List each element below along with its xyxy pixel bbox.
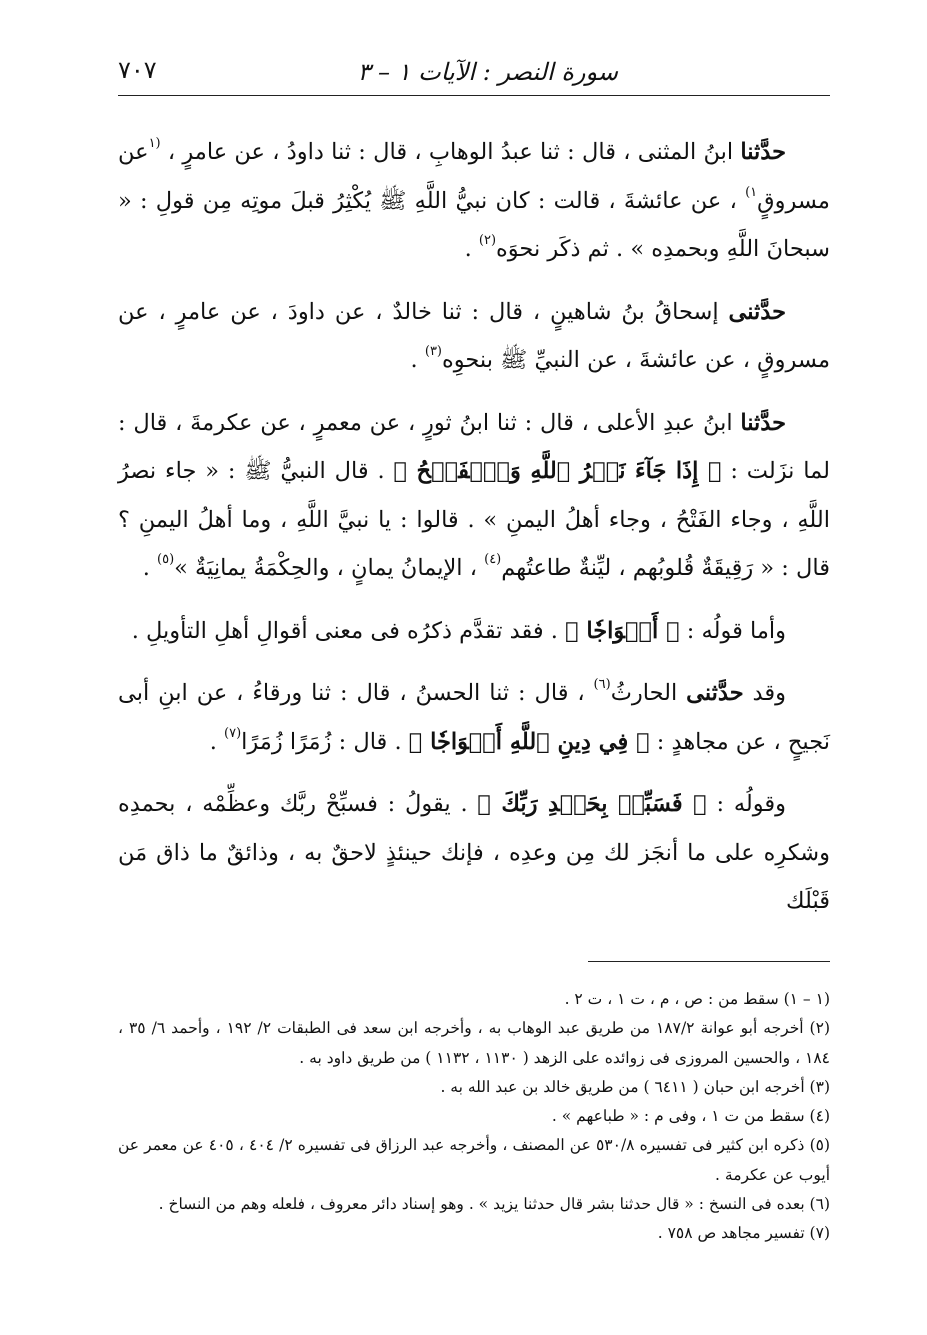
footnote-divider [588, 961, 830, 962]
footnote-ref-3: (٣) [424, 344, 442, 359]
paragraph-text: . يقولُ : فسبِّحْ ربَّك وعظِّمْه ، بحمدِه وشكرِه على ما أنجَز لك مِن وعدِه ، فإنك حينئذٍ لاحقٌ به ، وذائقٌ ما ذاق مَن قَبْلَك [118, 791, 830, 914]
footnote-6: (٦) بعده فى النسخ : « قال حدثنا بشر قال حدثنا يزيد » . وهو إسناد دائر معروف ، فلعله وهم من النساخ . [158, 1195, 830, 1214]
footnote-ref-7: (٧) [224, 725, 242, 741]
footnote-ref-4: (٤) [484, 552, 502, 567]
paragraph-text: . [209, 728, 224, 755]
footnote-ref-1-open: (١ [148, 136, 161, 151]
narration-keyword: حدَّثنا [740, 139, 786, 165]
narration-keyword: حدَّثنى [686, 680, 744, 706]
paragraph-text: ابنُ المثنى ، قال : ثنا عبدُ الوهابِ ، قال : ثنا داودُ ، عن عامرٍ ، [160, 139, 741, 165]
paragraph-text: . قال : زُمَرًا زُمَرًا [241, 728, 409, 755]
paragraph-text: إسحاقُ بنُ شاهينٍ ، قال : ثنا خالدٌ ، عن داودَ ، عن عامرٍ ، عن مسروقٍ ، عن عائشةَ ، عن النبيِّ ﷺ بنحوِه [118, 298, 830, 373]
quran-verse: ﴿ فَسَبِّحۡ بِحَمۡدِ رَبِّكَ ﴾ [477, 791, 707, 817]
paragraph-text: . فقد تقدَّم ذكرُه فى معنى أقوالِ أهلِ التأويلِ . [131, 617, 566, 644]
footnote-7: (٧) تفسير مجاهد ص ٧٥٨ . [657, 1224, 830, 1243]
paragraph-text: . [464, 236, 479, 262]
paragraph-text: . [142, 555, 157, 581]
footnote-4: (٤) سقط من ت ١ ، وفى م : « طباعهم » . [551, 1107, 830, 1126]
narration-keyword: حدَّثنا [740, 409, 786, 436]
paragraph-text: ، عن عائشةَ ، قالت : كان نبيُّ اللَّهِ ﷺ يُكْثِرُ قبلَ موتِه مِن قولِ : « سبحانَ اللَّهِ وبحمدِه » . ثم ذكَر نحوَه [118, 187, 830, 262]
paragraph-text: ، الإيمانُ يمانٍ ، والحِكْمَةُ يمانِيَةٌ » [174, 555, 485, 581]
running-title: سورة النصر : الآيات ١ – ٣ [357, 58, 618, 86]
footnote-5: (٥) ذكره ابن كثير فى تفسيره ٥٣٠/٨ عن المصنف ، وأخرجه عبد الرزاق فى تفسيره ٢/ ٤٠٤ ، ٤٠٥ عن معمر عن أيوب عن عكرمة . [118, 1136, 831, 1184]
footnote-ref-5: (٥) [157, 552, 175, 567]
paragraph-text: عن مسروقٍ [118, 139, 830, 214]
footnotes [118, 985, 830, 1249]
paragraph-2 [118, 288, 830, 385]
paragraph-text: . قال النبيُّ ﷺ : « جاء نصرُ اللَّهِ ، وجاء الفَتْحُ ، وجاء أهلُ اليمنِ » . قالوا : يا نبيَّ اللَّهِ ، وما أهلُ اليمنِ ؟ قال : « رَقِيقَةٌ قُلوبُهم ، ليِّنةٌ طاعتُهم [118, 458, 830, 581]
paragraph-text: وأما قولُه : [679, 617, 786, 644]
paragraph-4 [118, 607, 830, 656]
paragraph-3 [118, 399, 830, 593]
paragraph-5 [118, 669, 830, 766]
footnote-ref-1-close: ١) [745, 184, 758, 200]
paragraph-text: ابنُ عبدِ الأعلى ، قال : ثنا ابنُ ثورٍ ، عن معمرٍ ، عن عكرمةَ ، قال : لما نزَلت : [118, 409, 830, 484]
quran-verse: ﴿ فِي دِينِ ٱللَّهِ أَفۡوَاجٗا ﴾ [408, 728, 650, 755]
footnote-ref-6: (٦) [593, 677, 611, 692]
narration-keyword: حدَّثنى [728, 298, 786, 325]
paragraph-text: ، قال : ثنا الحسنُ ، قال : ثنا ورقاءُ ، عن ابنِ أبى نَجيحٍ ، عن مجاهدٍ : [118, 680, 830, 755]
paragraph-text: وقد [743, 680, 786, 706]
footnote-2: (٢) أخرجه أبو عوانة ١٨٧/٢ من طريق عبد الوهاب به ، وأخرجه ابن سعد فى الطبقات ٢/ ١٩٢ ، وأحمد ٦/ ٣٥ ، ١٨٤ ، والحسين المروزى فى زوائده على الزهد ( ١١٣٠ ، ١١٣٢ ) من طريق داود به . [118, 1019, 830, 1067]
running-header [118, 52, 830, 96]
footnote-1: (١ – ١) سقط من : ص ، م ، ت ١ ، ت ٢ . [564, 990, 830, 1008]
paragraph-1 [118, 128, 830, 274]
paragraph-6 [118, 780, 830, 926]
header-divider [118, 95, 830, 96]
footnote-ref-2: (٢) [478, 233, 497, 248]
page-number: ٧٠٧ [118, 56, 157, 84]
quran-verse: ﴿ إِذَا جَآءَ نَصۡرُ ٱللَّهِ وَٱلۡفَتۡحُ ﴾ [393, 458, 722, 484]
quran-verse: ﴿ أَفۡوَاجٗا ﴾ [565, 617, 680, 644]
paragraph-text: . [410, 347, 425, 373]
main-text [118, 128, 830, 940]
footnote-3: (٣) أخرجه ابن حبان ( ٦٤١١ ) من طريق خالد بن عبد الله به . [440, 1077, 830, 1096]
paragraph-text: الحارثُ [610, 680, 687, 706]
paragraph-text: وقولُه : [706, 791, 786, 817]
